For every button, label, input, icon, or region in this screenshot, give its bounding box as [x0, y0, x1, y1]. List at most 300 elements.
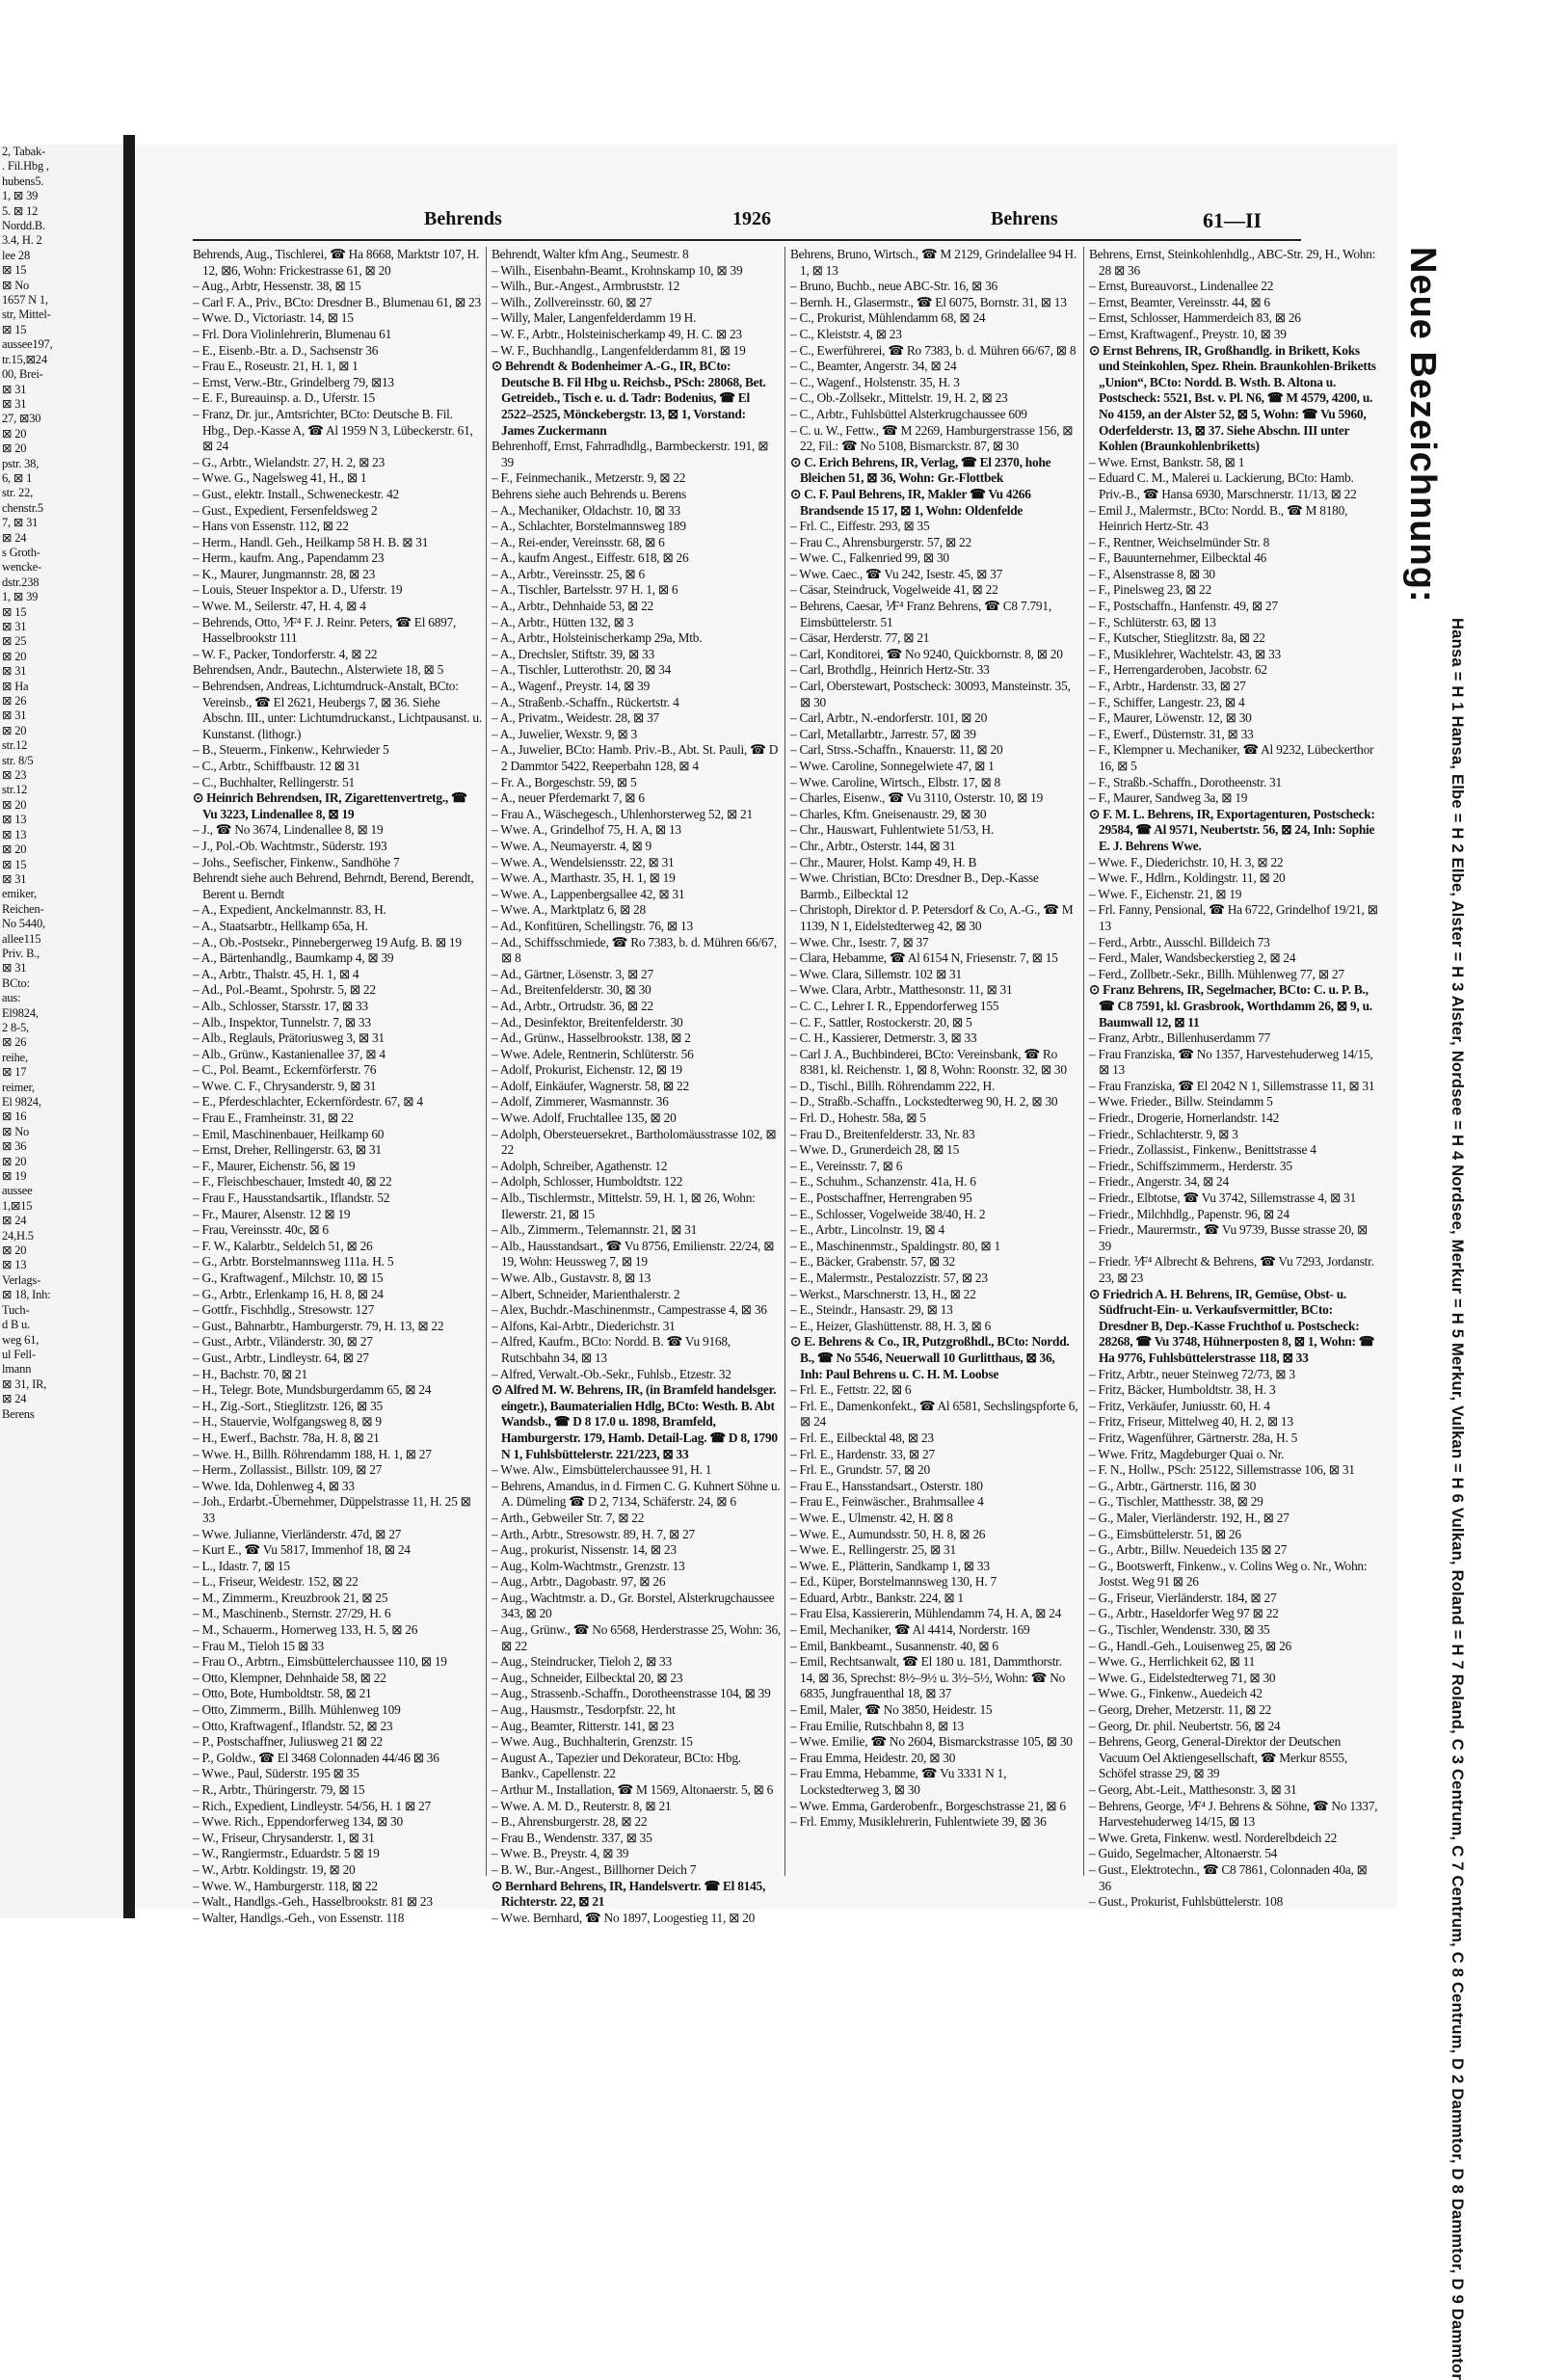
directory-entry: – Gust., Arbtr., Lindleystr. 64, ⊠ 27: [193, 1350, 369, 1365]
left-page-line: BCto:: [2, 976, 30, 990]
directory-entry: – Wwe. Aug., Buchhalterin, Grenzstr. 15: [492, 1734, 693, 1750]
directory-entry: – Adolph, Schreiber, Agathenstr. 12: [492, 1158, 668, 1173]
directory-entry: – F., Kutscher, Stieglitzstr. 8a, ⊠ 22: [1089, 630, 1265, 646]
directory-entry: – G., Friseur, Vierländerstr. 184, ⊠ 27: [1089, 1590, 1277, 1605]
directory-entry: – C., Wagenf., Holstenstr. 35, H. 3: [790, 374, 960, 389]
directory-entry: – Wwe. Fritz, Magdeburger Quai o. Nr.: [1089, 1446, 1285, 1461]
column-divider: [1083, 247, 1084, 1876]
directory-entry: – A., neuer Pferdemarkt 7, ⊠ 6: [492, 790, 645, 806]
directory-entry: – Wwe. F., Hdlrn., Koldingstr. 11, ⊠ 20: [1089, 870, 1286, 886]
directory-entry: – Aug., Kolm-Wachtmstr., Grenzstr. 13: [492, 1558, 685, 1573]
directory-entry: – Frau C., Ahrensburgerstr. 57, ⊠ 22: [790, 534, 971, 549]
directory-entry: – E., Malermstr., Pestalozzistr. 57, ⊠ 23: [790, 1270, 988, 1285]
directory-entry: – Georg, Abt.-Leit., Matthesonstr. 3, ⊠ 31: [1089, 1782, 1297, 1797]
directory-entry: – Wwe. C., Falkenried 99, ⊠ 30: [790, 550, 949, 566]
directory-entry: – Aug., Beamter, Ritterstr. 141, ⊠ 23: [492, 1718, 675, 1733]
directory-entry: – Franz, Dr. jur., Amtsrichter, BCto: Deutsche B. Fil. Hbg., Dep.-Kasse A, ☎ Al 1959 N 3, Lübeckerstr. 61, ⊠ 24: [193, 406, 473, 454]
directory-entry: – Friedr., Schiffszimmerm., Herderstr. 35: [1089, 1158, 1292, 1173]
directory-entry: – Herm., kaufm. Ang., Papendamm 23: [193, 550, 385, 566]
directory-entry: – Alex, Buchdr.-Maschinenmstr., Campestrasse 4, ⊠ 36: [492, 1302, 767, 1318]
directory-entry: – E., Arbtr., Lincolnstr. 19, ⊠ 4: [790, 1222, 944, 1238]
left-page-line: ⊠ 31: [2, 871, 27, 886]
directory-entry: – Wwe. Emilie, ☎ No 2604, Bismarckstrasse 105, ⊠ 30: [790, 1734, 1073, 1750]
directory-entry: – E., Eisenb.-Btr. a. D., Sachsenstr 36: [193, 342, 379, 358]
left-page-line: str.12: [2, 783, 28, 797]
left-page-line: Verlags-: [2, 1272, 41, 1287]
directory-entry: – Gust., Prokurist, Fuhlsbüttelerstr. 108: [1089, 1894, 1284, 1910]
directory-entry: – Clara, Hebamme, ☎ Al 6154 N, Friesenstr. 7, ⊠ 15: [790, 950, 1058, 966]
left-page-fragment: [0, 145, 123, 1918]
directory-entry: – Wwe. G., Nagelsweg 41, H., ⊠ 1: [193, 470, 367, 486]
directory-entry: ⊙ Franz Behrens, IR, Segelmacher, BCto: C. u. P. B., ☎ C8 7591, kl. Grasbrook, Worthdamm 26, ⊠ 9, u. Baumwall 12, ⊠ 11: [1089, 982, 1372, 1030]
directory-entry: – F., Postschaffn., Hanfenstr. 49, ⊠ 27: [1089, 599, 1278, 614]
page-header: [135, 208, 1291, 235]
directory-entry: – Wwe. Greta, Finkenw. westl. Norderelbdeich 22: [1089, 1830, 1338, 1845]
directory-entry: – Eduard C. M., Malerei u. Lackierung, BCto: Hamb. Priv.-B., ☎ Hansa 6930, Marschnerstr. 11/13, ⊠ 22: [1089, 470, 1357, 501]
directory-entry: – W. F., Buchhandlg., Langenfelderdamm 81, ⊠ 19: [492, 342, 746, 358]
directory-entry: – F. N., Hollw., PSch: 25122, Sillemstrasse 106, ⊠ 31: [1089, 1462, 1355, 1478]
directory-entry: – G., Eimsbüttelerstr. 51, ⊠ 26: [1089, 1526, 1241, 1541]
directory-entry: – Frau B., Wendenstr. 337, ⊠ 35: [492, 1830, 652, 1845]
directory-entry: – G., Tischler, Matthesstr. 38, ⊠ 29: [1089, 1494, 1263, 1510]
directory-entry: – Wwe. B., Preystr. 4, ⊠ 39: [492, 1846, 629, 1861]
directory-entry: – M., Maschinenb., Sternstr. 27/29, H. 6: [193, 1606, 391, 1621]
directory-entry: – F., Schiffer, Langestr. 23, ⊠ 4: [1089, 694, 1245, 709]
directory-entry: – A., Expedient, Anckelmannstr. 83, H.: [193, 902, 386, 918]
directory-entry: – G., Tischler, Wendenstr. 330, ⊠ 35: [1089, 1622, 1270, 1638]
directory-entry: – Frl. C., Eiffestr. 293, ⊠ 35: [790, 519, 930, 534]
left-page-line: Berens: [2, 1406, 35, 1421]
left-page-line: Tuch-: [2, 1302, 30, 1317]
directory-entry: – F., Straßb.-Schaffn., Dorotheenstr. 31: [1089, 774, 1282, 789]
left-page-line: ⊠ 20: [2, 441, 27, 456]
directory-entry: – J., ☎ No 3674, Lindenallee 8, ⊠ 19: [193, 822, 384, 838]
directory-entry: – Gust., Elektrotechn., ☎ C8 7861, Colonnaden 40a, ⊠ 36: [1089, 1861, 1368, 1893]
directory-entry: – Behrens, Caesar, ⅟F⁴ Franz Behrens, ☎ C8 7.791, Eimsbüttelerstr. 51: [790, 599, 1051, 629]
directory-entry: – Carl, Konditorei, ☎ No 9240, Quickbornstr. 8, ⊠ 20: [790, 646, 1063, 661]
directory-entry: – Otto, Bote, Humboldtstr. 58, ⊠ 21: [193, 1686, 372, 1701]
left-page-line: str, Mittel-: [2, 308, 51, 322]
directory-entry: – A., Privatm., Weidestr. 28, ⊠ 37: [492, 710, 659, 726]
directory-entry: – Frau Franziska, ☎ No 1357, Harvestehuderweg 14/15, ⊠ 13: [1089, 1046, 1373, 1078]
directory-entry: – Gust., Arbtr., Viländerstr. 30, ⊠ 27: [193, 1334, 373, 1350]
left-page-line: wencke-: [2, 560, 41, 575]
new-designation-sidebar: [1397, 247, 1494, 2380]
directory-entry: – Ernst, Beamter, Vereinsstr. 44, ⊠ 6: [1089, 294, 1270, 309]
directory-entry: – Wwe. A., Lappenbergsallee 42, ⊠ 31: [492, 886, 685, 901]
directory-entry: – Johs., Seefischer, Finkenw., Sandhöhe 7: [193, 854, 400, 869]
directory-entry: – Wilh., Zollvereinsstr. 60, ⊠ 27: [492, 294, 652, 309]
directory-entry: – Georg, Dreher, Metzerstr. 11, ⊠ 22: [1089, 1702, 1272, 1718]
directory-entry: – Frau D., Breitenfelderstr. 33, Nr. 83: [790, 1126, 975, 1141]
directory-entry: – Ernst, Dreher, Rellingerstr. 63, ⊠ 31: [193, 1142, 382, 1158]
directory-entry: – Aug., Strassenb.-Schaffn., Dorotheenstrasse 104, ⊠ 39: [492, 1686, 771, 1701]
directory-entry: – Emil, Mechaniker, ☎ Al 4414, Norderstr. 169: [790, 1622, 1030, 1638]
left-page-line: chenstr.5: [2, 500, 43, 515]
left-page-line: ⊠ 20: [2, 842, 27, 857]
directory-entry: Behrendt, Walter kfm Ang., Seumestr. 8: [492, 247, 689, 261]
left-page-line: 2, Tabak-: [2, 145, 45, 158]
directory-entry: – F., Rentner, Weichselmünder Str. 8: [1089, 534, 1270, 549]
left-page-line: 1, ⊠ 39: [2, 590, 39, 604]
directory-entry: – H., Ewerf., Bachstr. 78a, H. 8, ⊠ 21: [193, 1430, 380, 1445]
directory-entry: – L., Idastr. 7, ⊠ 15: [193, 1558, 290, 1573]
directory-entry: – Frau O., Arbtrn., Eimsbüttelerchaussee 110, ⊠ 19: [193, 1654, 447, 1670]
directory-entry: – Arthur M., Installation, ☎ M 1569, Altonaerstr. 5, ⊠ 6: [492, 1782, 774, 1797]
directory-entry: – Carl, Metallarbtr., Jarrestr. 57, ⊠ 39: [790, 726, 976, 741]
directory-entry: – Aug., Hausmstr., Tesdorpfstr. 22, ht: [492, 1702, 676, 1718]
directory-entry: – A., Tischler, Bartelsstr. 97 H. 1, ⊠ 6: [492, 582, 678, 598]
directory-entry: – Ernst, Bureauvorst., Lindenallee 22: [1089, 279, 1274, 294]
directory-entry: – Wwe. F., Eichenstr. 21, ⊠ 19: [1089, 886, 1242, 901]
left-page-line: 1,⊠15: [2, 1198, 33, 1213]
directory-entry: – Frau E., Feinwäscher., Brahmsallee 4: [790, 1494, 984, 1510]
left-page-line: ul Fell-: [2, 1347, 36, 1361]
directory-entry: – Frau Elsa, Kassiererin, Mühlendamm 74, H. A, ⊠ 24: [790, 1606, 1062, 1621]
directory-entry: – Arth., Gebweiler Str. 7, ⊠ 22: [492, 1510, 645, 1525]
directory-entry: – Frl. E., Eilbecktal 48, ⊠ 23: [790, 1430, 934, 1445]
directory-entry: – A., Straßenb.-Schaffn., Rückertstr. 4: [492, 694, 679, 709]
directory-entry: – Wwe. Alb., Gustavstr. 8, ⊠ 13: [492, 1270, 651, 1285]
left-page-line: weg 61,: [2, 1332, 40, 1347]
directory-entry: – Bernh. H., Glasermstr., ☎ El 6075, Bornstr. 31, ⊠ 13: [790, 294, 1067, 309]
directory-entry: – E., Maschinenmstr., Spaldingstr. 80, ⊠ 1: [790, 1238, 1000, 1253]
directory-entry: – A., Staatsarbtr., Hellkamp 65a, H.: [193, 918, 368, 933]
directory-entry: – Frau Franziska, ☎ El 2042 N 1, Sillemstrasse 11, ⊠ 31: [1089, 1078, 1375, 1093]
directory-entry: – Friedr., Maurermstr., ☎ Vu 9739, Busse strasse 20, ⊠ 39: [1089, 1222, 1368, 1253]
directory-entry: – F., Maurer, Eichenstr. 56, ⊠ 19: [193, 1158, 356, 1173]
left-page-line: El9824,: [2, 1005, 39, 1020]
directory-entry: – W., Rangiermstr., Eduardstr. 5 ⊠ 19: [193, 1846, 380, 1861]
left-page-line: reimer,: [2, 1080, 35, 1094]
left-page-line: 6, ⊠ 1: [2, 470, 33, 485]
left-page-line: ⊠ 31: [2, 396, 27, 411]
directory-entry: – Frau Emma, Hebamme, ☎ Vu 3331 N 1, Lockstedterweg 3, ⊠ 30: [790, 1766, 1007, 1797]
directory-entry: – Charles, Kfm. Gneisenaustr. 29, ⊠ 30: [790, 806, 987, 821]
directory-entry: – H., Bachstr. 70, ⊠ 21: [193, 1366, 307, 1381]
directory-entry: – Wwe. Ernst, Bankstr. 58, ⊠ 1: [1089, 454, 1245, 469]
left-page-line: ⊠ 25: [2, 634, 27, 649]
directory-entry: Behrends, Aug., Tischlerei, ☎ Ha 8668, Marktstr 107, H. 12, ⊠6, Wohn: Frickestrasse 61, ⊠ 20: [193, 247, 480, 278]
left-page-line: ⊠ 31: [2, 664, 27, 679]
directory-entry: – F., Maurer, Sandweg 3a, ⊠ 19: [1089, 790, 1248, 806]
directory-entry: – F., Herrengarderoben, Jacobstr. 62: [1089, 662, 1267, 678]
directory-entry: – Behrendsen, Andreas, Lichtumdruck-Anstalt, BCto: Vereinsb., ☎ El 2621, Heubergs 7, ⊠ 36. Siehe Abschn. III., unter: Lichtumdruckanst., Lichtpausanst. u. Kunstanst. (lithogr.): [193, 679, 482, 741]
directory-entry: – E., Vereinsstr. 7, ⊠ 6: [790, 1158, 903, 1173]
directory-entry: – Wwe. M., Seilerstr. 47, H. 4, ⊠ 4: [193, 599, 366, 614]
directory-entry: – Otto, Zimmerm., Billh. Mühlenweg 109: [193, 1702, 401, 1718]
left-page-line: ⊠ 24: [2, 1392, 27, 1406]
directory-entry: – Aug., Steindrucker, Tieloh 2, ⊠ 33: [492, 1654, 672, 1670]
directory-entry: – Wwe. C. F., Chrysanderstr. 9, ⊠ 31: [193, 1078, 377, 1093]
left-page-line: lee 28: [2, 248, 30, 262]
left-page-line: 24,H.5: [2, 1228, 34, 1243]
directory-entry: ⊙ E. Behrens & Co., IR, Putzgroßhdl., BCto: Nordd. B., ☎ No 5546, Neuerwall 10 Gurlitthaus, ⊠ 36, Inh: Paul Behrens u. C. H. M. Loobse: [790, 1334, 1070, 1381]
directory-entry: – Wwe. E., Rellingerstr. 25, ⊠ 31: [790, 1542, 956, 1558]
directory-entry: – Friedr., Milchhdlg., Papenstr. 96, ⊠ 24: [1089, 1206, 1289, 1221]
left-page-line: 1, ⊠ 39: [2, 189, 39, 203]
directory-entry: – G., Kraftwagenf., Milchstr. 10, ⊠ 15: [193, 1270, 384, 1285]
directory-entry: – Ad., Grünw., Hasselbrookstr. 138, ⊠ 2: [492, 1030, 691, 1046]
directory-entry: – Ad., Breitenfelderstr. 30, ⊠ 30: [492, 982, 651, 998]
directory-entry: – Wwe. Clara, Arbtr., Matthesonstr. 11, ⊠ 31: [790, 982, 1013, 998]
directory-entry: ⊙ Heinrich Behrendsen, IR, Zigarettenvertretg., ☎ Vu 3223, Lindenallee 8, ⊠ 19: [193, 790, 467, 821]
directory-entry: ⊙ Ernst Behrens, IR, Großhandlg. in Brikett, Koks und Steinkohlen, Spez. Rhein. Braunkohlen-Briketts „Union“, BCto: Nordd. B. Wsth. B. Altona u. Postscheck: 5521, Bst. v. Pl. N6, ☎ M 4579, 4200, u. No 4159, an der Alster 52, ⊠ 5, Wohn: ☎ Vu 5960, Oderfelderstr. 13, ⊠ 37. Siehe Abschn. III unter Kohlen (Braunkohlenbriketts): [1089, 342, 1376, 454]
left-page-line: ⊠ 24: [2, 530, 27, 545]
directory-entry: – C. C., Lehrer I. R., Eppendorferweg 155: [790, 998, 999, 1013]
left-page-line: aus:: [2, 991, 21, 1005]
sidebar-title: Neue Bezeichnung:: [1402, 247, 1443, 603]
directory-entry: – Aug., Schneider, Eilbecktal 20, ⊠ 23: [492, 1670, 683, 1685]
column-2: [492, 247, 782, 1925]
directory-entry: Behrens siehe auch Behrends u. Berens: [492, 486, 686, 501]
directory-entry: – Wwe. Chr., Isestr. 7, ⊠ 37: [790, 934, 929, 949]
left-page-line: ⊠ 20: [2, 1243, 27, 1258]
directory-entry: – Gust., elektr. Install., Schweneckestr. 42: [193, 486, 399, 501]
directory-entry: – Otto, Kraftwagenf., Iflandstr. 52, ⊠ 23: [193, 1718, 393, 1733]
left-page-line: str. 8/5: [2, 753, 34, 767]
directory-entry: – Frl. Dora Violinlehrerin, Blumenau 61: [193, 326, 392, 341]
directory-entry: – W., Friseur, Chrysanderstr. 1, ⊠ 31: [193, 1830, 375, 1845]
directory-entry: – C., Prokurist, Mühlendamm 68, ⊠ 24: [790, 310, 986, 326]
directory-entry: – A., Drechsler, Stiftstr. 39, ⊠ 33: [492, 646, 654, 661]
column-divider: [486, 247, 487, 1876]
directory-entry: – G., Arbtr., Wielandstr. 27, H. 2, ⊠ 23: [193, 454, 386, 469]
left-page-line: allee115: [2, 931, 41, 946]
directory-entry: – G., Bootswerft, Finkenw., v. Colins Weg o. Nr., Wohn: Jostst. Weg 91 ⊠ 26: [1089, 1558, 1368, 1590]
directory-entry: – E., Postschaffner, Herrengraben 95: [790, 1190, 972, 1206]
directory-entry: – Albert, Schneider, Marienthalerstr. 2: [492, 1286, 680, 1301]
directory-entry: – M., Schauerm., Hornerweg 133, H. 5, ⊠ 26: [193, 1622, 418, 1638]
directory-entry: – Fritz, Arbtr., neuer Steinweg 72/73, ⊠ 3: [1089, 1366, 1295, 1381]
directory-entry: – A., Ob.-Postsekr., Pinnebergerweg 19 Aufg. B. ⊠ 19: [193, 934, 462, 949]
directory-entry: – Friedr. ⅟F⁴ Albrecht & Behrens, ☎ Vu 7293, Jordanstr. 23, ⊠ 23: [1089, 1254, 1374, 1285]
directory-entry: – Wwe. Christian, BCto: Dresdner B., Dep.-Kasse Barmb., Eilbecktal 12: [790, 870, 1039, 901]
directory-entry: – Wilh., Bur.-Angest., Armbruststr. 12: [492, 279, 680, 294]
directory-entry: – Wwe. Bernhard, ☎ No 1897, Loogestieg 11, ⊠ 20: [492, 1910, 756, 1925]
directory-entry: – Wwe. W., Hamburgerstr. 118, ⊠ 22: [193, 1878, 378, 1893]
directory-entry: – E., Steindr., Hansastr. 29, ⊠ 13: [790, 1302, 953, 1318]
directory-entry: – F., Bauunternehmer, Eilbecktal 46: [1089, 550, 1267, 566]
directory-entry: – Alb., Tischlermstr., Mittelstr. 59, H. 1, ⊠ 26, Wohn: Ilewerstr. 21, ⊠ 15: [492, 1190, 756, 1221]
directory-entry: – Adolph, Schlosser, Humboldtstr. 122: [492, 1174, 683, 1190]
directory-entry: – Frl. Emmy, Musiklehrerin, Fuhlentwiete 39, ⊠ 36: [790, 1814, 1047, 1830]
directory-entry: – C., Ewerführerei, ☎ Ro 7383, b. d. Mühren 66/67, ⊠ 8: [790, 342, 1077, 358]
directory-entry: – G., Handl.-Geh., Louisenweg 25, ⊠ 26: [1089, 1638, 1291, 1653]
left-page-line: dstr.238: [2, 575, 40, 589]
left-page-line: 2 8-5,: [2, 1020, 29, 1034]
header-last-name: Behrens: [991, 208, 1058, 229]
left-page-line: ⊠ 31: [2, 961, 27, 976]
directory-entry: – Rich., Expedient, Lindleystr. 54/56, H. 1 ⊠ 27: [193, 1798, 431, 1813]
left-page-line: ⊠ 24: [2, 1214, 27, 1228]
column-3: [790, 247, 1079, 1885]
directory-entry: – Wwe. Caroline, Sonnegelwiete 47, ⊠ 1: [790, 759, 995, 773]
directory-entry: – Adolph, Obersteuersekret., Bartholomäusstrasse 102, ⊠ 22: [492, 1126, 777, 1158]
directory-entry: – Frl. E., Hardenstr. 33, ⊠ 27: [790, 1446, 935, 1461]
directory-entry: – Frau A., Wäschegesch., Uhlenhorsterweg 52, ⊠ 21: [492, 806, 753, 821]
directory-entry: – Alb., Inspektor, Tunnelstr. 7, ⊠ 33: [193, 1014, 371, 1030]
left-page-line: ⊠ 20: [2, 723, 27, 737]
directory-entry: – Fritz, Verkäufer, Juniusstr. 60, H. 4: [1089, 1398, 1270, 1413]
left-page-line: ⊠ 16: [2, 1110, 27, 1124]
directory-entry: – Frl. Fanny, Pensional, ☎ Ha 6722, Grindelhof 19/21, ⊠ 13: [1089, 902, 1378, 933]
directory-entry: – C., Arbtr., Fuhlsbüttel Alsterkrugchaussee 609: [790, 406, 1027, 421]
left-page-line: ⊠ 31: [2, 709, 27, 723]
directory-entry: – Wwe. G., Finkenw., Auedeich 42: [1089, 1686, 1263, 1701]
directory-entry: – Frau, Vereinsstr. 40c, ⊠ 6: [193, 1222, 329, 1238]
directory-entry: – K., Maurer, Jungmannstr. 28, ⊠ 23: [193, 566, 376, 581]
directory-entry: – Franz, Arbtr., Billenhuserdamm 77: [1089, 1030, 1270, 1046]
directory-entry: – Ernst, Schlosser, Hammerdeich 83, ⊠ 26: [1089, 310, 1301, 326]
directory-entry: – Frau Emma, Heidestr. 20, ⊠ 30: [790, 1750, 956, 1765]
directory-entry: – Wwe. A., Wendelsiensstr. 22, ⊠ 31: [492, 854, 675, 869]
directory-entry: – Willy, Maler, Langenfelderdamm 19 H.: [492, 310, 697, 326]
directory-entry: – A., Bärtenhandlg., Baumkamp 4, ⊠ 39: [193, 950, 394, 966]
directory-entry: – Gottfr., Fischhdlg., Stresowstr. 127: [193, 1302, 375, 1318]
directory-entry: – Wwe. D., Victoriastr. 14, ⊠ 15: [193, 310, 354, 326]
directory-entry: – G., Arbtr., Billw. Neuedeich 135 ⊠ 27: [1089, 1542, 1288, 1558]
header-year: 1926: [732, 208, 771, 229]
directory-entry: – A., kaufm Angest., Eiffestr. 618, ⊠ 26: [492, 550, 689, 566]
directory-entry: – E., Pferdeschlachter, Eckernfördestr. 67, ⊠ 4: [193, 1094, 423, 1110]
directory-entry: – Carl F. A., Priv., BCto: Dresdner B., Blumenau 61, ⊠ 23: [193, 294, 481, 309]
left-page-line: 1657 N 1,: [2, 293, 48, 308]
directory-entry: – E. F., Bureauinsp. a. D., Uferstr. 15: [193, 390, 375, 406]
left-page-line: ⊠ 31: [2, 382, 27, 396]
left-page-line: aussee: [2, 1184, 33, 1198]
directory-entry: ⊙ Behrendt & Bodenheimer A.-G., IR, BCto: Deutsche B. Fil Hbg u. Reichsb., PSch: 28068, Bet. Getreideb., Tisch e. u. d. Tadr: Bodenius, ☎ El 2522–2525, Mönckebergstr. 13, ⊠ 1, Vorstand: James Zuckermann: [492, 359, 766, 438]
directory-entry: – Alb., Schlosser, Starsstr. 17, ⊠ 33: [193, 998, 368, 1013]
directory-entry: – Chr., Hauswart, Fuhlentwiete 51/53, H.: [790, 822, 994, 838]
directory-entry: – Bruno, Buchb., neue ABC-Str. 16, ⊠ 36: [790, 279, 997, 294]
directory-entry: – Ernst, Verw.-Btr., Grindelberg 79, ⊠13: [193, 374, 394, 389]
directory-entry: – E., Schlosser, Vogelweide 38/40, H. 2: [790, 1206, 986, 1221]
directory-entry: – Ad., Konfitüren, Schellingstr. 76, ⊠ 13: [492, 918, 693, 933]
directory-entry: – Wwe. E., Ulmenstr. 42, H. ⊠ 8: [790, 1510, 953, 1525]
directory-entry: – E., Bäcker, Grabenstr. 57, ⊠ 32: [790, 1254, 955, 1270]
directory-entry: – Wwe. Caec., ☎ Vu 242, Isestr. 45, ⊠ 37: [790, 566, 1003, 581]
directory-entry: – Wwe. Rich., Eppendorferweg 134, ⊠ 30: [193, 1814, 403, 1830]
directory-entry: – Cäsar, Herderstr. 77, ⊠ 21: [790, 630, 930, 646]
directory-entry: – Wwe. A., Marthastr. 35, H. 1, ⊠ 19: [492, 870, 676, 886]
directory-entry: – Wwe. F., Diederichstr. 10, H. 3, ⊠ 22: [1089, 854, 1284, 869]
directory-entry: Behrens, Bruno, Wirtsch., ☎ M 2129, Grindelallee 94 H. 1, ⊠ 13: [790, 247, 1077, 278]
left-page-line: 7, ⊠ 31: [2, 516, 39, 530]
header-rule: [193, 239, 1301, 241]
directory-entry: – G., Maler, Vierländerstr. 192, H., ⊠ 27: [1089, 1510, 1289, 1525]
directory-entry: – Carl, Strss.-Schaffn., Knauerstr. 11, ⊠ 20: [790, 742, 1003, 758]
directory-entry: – A., Arbtr., Holsteinischerkamp 29a, Mtb.: [492, 630, 703, 646]
directory-entry: – Behrens, Georg, General-Direktor der Deutschen Vacuum Oel Aktiengesellschaft, ☎ Merkur 8555, Schöfel strasse 29, ⊠ 39: [1089, 1734, 1347, 1781]
directory-entry: – Wwe. Clara, Sillemstr. 102 ⊠ 31: [790, 966, 962, 981]
left-page-line: ⊠ 17: [2, 1065, 27, 1080]
directory-entry: – Arth., Arbtr., Stresowstr. 89, H. 7, ⊠ 27: [492, 1526, 696, 1541]
directory-entry: ⊙ C. Erich Behrens, IR, Verlag, ☎ El 2370, hohe Bleichen 51, ⊠ 36, Wohn: Gr.-Flottbek: [790, 454, 1051, 486]
directory-entry: – Frau E., Framheinstr. 31, ⊠ 22: [193, 1110, 354, 1126]
directory-entry: – Wwe. A., Marktplatz 6, ⊠ 28: [492, 902, 646, 918]
directory-entry: – Ad., Arbtr., Ortrudstr. 36, ⊠ 22: [492, 998, 653, 1013]
left-page-line: El 9824,: [2, 1095, 41, 1109]
directory-entry: – Emil, Maler, ☎ No 3850, Heidestr. 15: [790, 1702, 993, 1718]
directory-entry: – D., Tischl., Billh. Röhrendamm 222, H.: [790, 1078, 996, 1093]
directory-entry: – Werkst., Marschnerstr. 13, H., ⊠ 22: [790, 1286, 976, 1301]
directory-entry: – A., Juwelier, Wexstr. 9, ⊠ 3: [492, 726, 638, 741]
directory-entry: – Wwe. A., Grindelhof 75, H. A, ⊠ 13: [492, 822, 681, 838]
left-page-line: Nordd.B.: [2, 219, 45, 233]
directory-entry: – F. W., Kalarbtr., Seldelch 51, ⊠ 26: [193, 1238, 373, 1253]
left-page-line: ⊠ 31: [2, 620, 27, 633]
directory-entry: – Wwe. Ida, Dohlenweg 4, ⊠ 33: [193, 1478, 355, 1493]
left-page-line: 3.4, H. 2: [2, 233, 42, 248]
directory-entry: – Friedr., Elbtotse, ☎ Vu 3742, Sillemstrasse 4, ⊠ 31: [1089, 1190, 1356, 1206]
directory-entry: – Aug., Wachtmstr. a. D., Gr. Borstel, Alsterkrugchaussee 343, ⊠ 20: [492, 1590, 775, 1621]
directory-entry: – Behrends, Otto, ⅟F⁴ F. J. Reinr. Peters, ☎ El 6897, Hasselbrookstr 111: [193, 614, 457, 646]
directory-entry: – Wwe. D., Grunerdeich 28, ⊠ 15: [790, 1142, 960, 1158]
directory-entry: – Cäsar, Steindruck, Vogelweide 41, ⊠ 22: [790, 582, 998, 598]
directory-entry: – Fr. A., Borgeschstr. 59, ⊠ 5: [492, 774, 637, 789]
directory-entry: ⊙ Alfred M. W. Behrens, IR, (in Bramfeld handelsger. eingetr.), Baumaterialien Hdlg, BCto: Westh. B. Abt Wandsb., ☎ D 8 17.0 u. 1898, Bramfeld, Hamburgerstr. 179, Hamb. Detail-Lag. ☎ D 8, 1790 N 1, Fuhlsbüttelerstr. 221/223, ⊠ 33: [492, 1382, 778, 1461]
directory-entry: – Wilh., Eisenbahn-Beamt., Krohnskamp 10, ⊠ 39: [492, 262, 743, 278]
directory-entry: – Wwe. Caroline, Wirtsch., Elbstr. 17, ⊠ 8: [790, 774, 1000, 789]
left-page-line: reihe,: [2, 1050, 28, 1064]
directory-entry: – Ad., Gärtner, Lösenstr. 3, ⊠ 27: [492, 966, 653, 981]
header-page-number: 61—II: [1203, 208, 1263, 232]
directory-entry: – Emil J., Malermstr., BCto: Nordd. B., ☎ M 8180, Heinrich Hertz-Str. 43: [1089, 502, 1348, 534]
directory-entry: – Frau E., Roseustr. 21, H. 1, ⊠ 1: [193, 359, 359, 374]
directory-entry: – A., Arbtr., Thalstr. 45, H. 1, ⊠ 4: [193, 966, 359, 981]
directory-entry: – J., Pol.-Ob. Wachtmstr., Süderstr. 193: [193, 838, 387, 853]
directory-entry: – A., Arbtr., Hütten 132, ⊠ 3: [492, 614, 634, 629]
directory-entry: – Wwe. G., Herrlichkeit 62, ⊠ 11: [1089, 1654, 1256, 1670]
left-page-line: ⊠ 20: [2, 649, 27, 663]
left-page-line: ⊠ 13: [2, 813, 27, 827]
directory-entry: – Emil, Rechtsanwalt, ☎ El 180 u. 181, Dammthorstr. 14, ⊠ 36, Sprechst: 8½–9½ u. 3½–5½, Wohn: ☎ No 6835, Jungfrauenthal 18, ⊠ 37: [790, 1654, 1066, 1701]
directory-entry: – Kurt E., ☎ Vu 5817, Immenhof 18, ⊠ 24: [193, 1542, 411, 1558]
directory-entry: – E., Schuhm., Schanzenstr. 41a, H. 6: [790, 1174, 976, 1190]
directory-entry: – B., Ahrensburgerstr. 28, ⊠ 22: [492, 1814, 648, 1830]
directory-entry: – C., Buchhalter, Rellingerstr. 51: [193, 774, 355, 789]
directory-entry: ⊙ F. M. L. Behrens, IR, Exportagenturen, Postscheck: 29584, ☎ Al 9571, Neubertstr. 56, ⊠ 24, Inh: Sophie E. J. Behrens Wwe.: [1089, 806, 1375, 853]
directory-entry: – G., Arbtr., Gärtnerstr. 116, ⊠ 30: [1089, 1478, 1257, 1493]
directory-entry: – F., Ewerf., Düsternstr. 31, ⊠ 33: [1089, 726, 1254, 741]
left-page-line: ⊠ 15: [2, 322, 27, 336]
directory-entry: – Herm., Zollassist., Billstr. 109, ⊠ 27: [193, 1462, 383, 1478]
directory-entry: – Friedr., Drogerie, Hornerlandstr. 142: [1089, 1110, 1280, 1126]
directory-entry: – C., Beamter, Angerstr. 34, ⊠ 24: [790, 359, 957, 374]
directory-entry: – Wwe. Adolf, Fruchtallee 135, ⊠ 20: [492, 1110, 677, 1126]
directory-entry: – A., Arbtr., Vereinsstr. 25, ⊠ 6: [492, 566, 645, 581]
left-page-line: Priv. B.,: [2, 946, 40, 960]
directory-entry: – H., Stauervie, Wolfgangsweg 8, ⊠ 9: [193, 1414, 382, 1430]
directory-entry: – Alb., Reglauls, Prätoriusweg 3, ⊠ 31: [193, 1030, 385, 1046]
left-page-line: 27, ⊠30: [2, 412, 41, 426]
directory-entry: – F., Pinelsweg 23, ⊠ 22: [1089, 582, 1211, 598]
left-page-line: ⊠ No: [2, 278, 30, 292]
left-page-line: ⊠ 13: [2, 1258, 27, 1272]
header-first-name: Behrends: [424, 208, 502, 229]
left-page-line: ⊠ No: [2, 1124, 30, 1138]
directory-entry: – Frau F., Hausstandsartik., Iflandstr. 52: [193, 1190, 390, 1206]
directory-entry: – A., Schlachter, Borstelmannsweg 189: [492, 519, 686, 534]
directory-entry: – Chr., Maurer, Holst. Kamp 49, H. B: [790, 854, 977, 869]
directory-entry: – Eduard, Arbtr., Bankstr. 224, ⊠ 1: [790, 1590, 964, 1605]
left-page-line: ⊠ 20: [2, 426, 27, 441]
directory-entry: – Otto, Klempner, Dehnhaide 58, ⊠ 22: [193, 1670, 386, 1685]
left-page-line: hubens5.: [2, 174, 44, 188]
directory-entry: – Adolf, Einkäufer, Wagnerstr. 58, ⊠ 22: [492, 1078, 689, 1093]
left-page-line: d B u.: [2, 1318, 31, 1332]
